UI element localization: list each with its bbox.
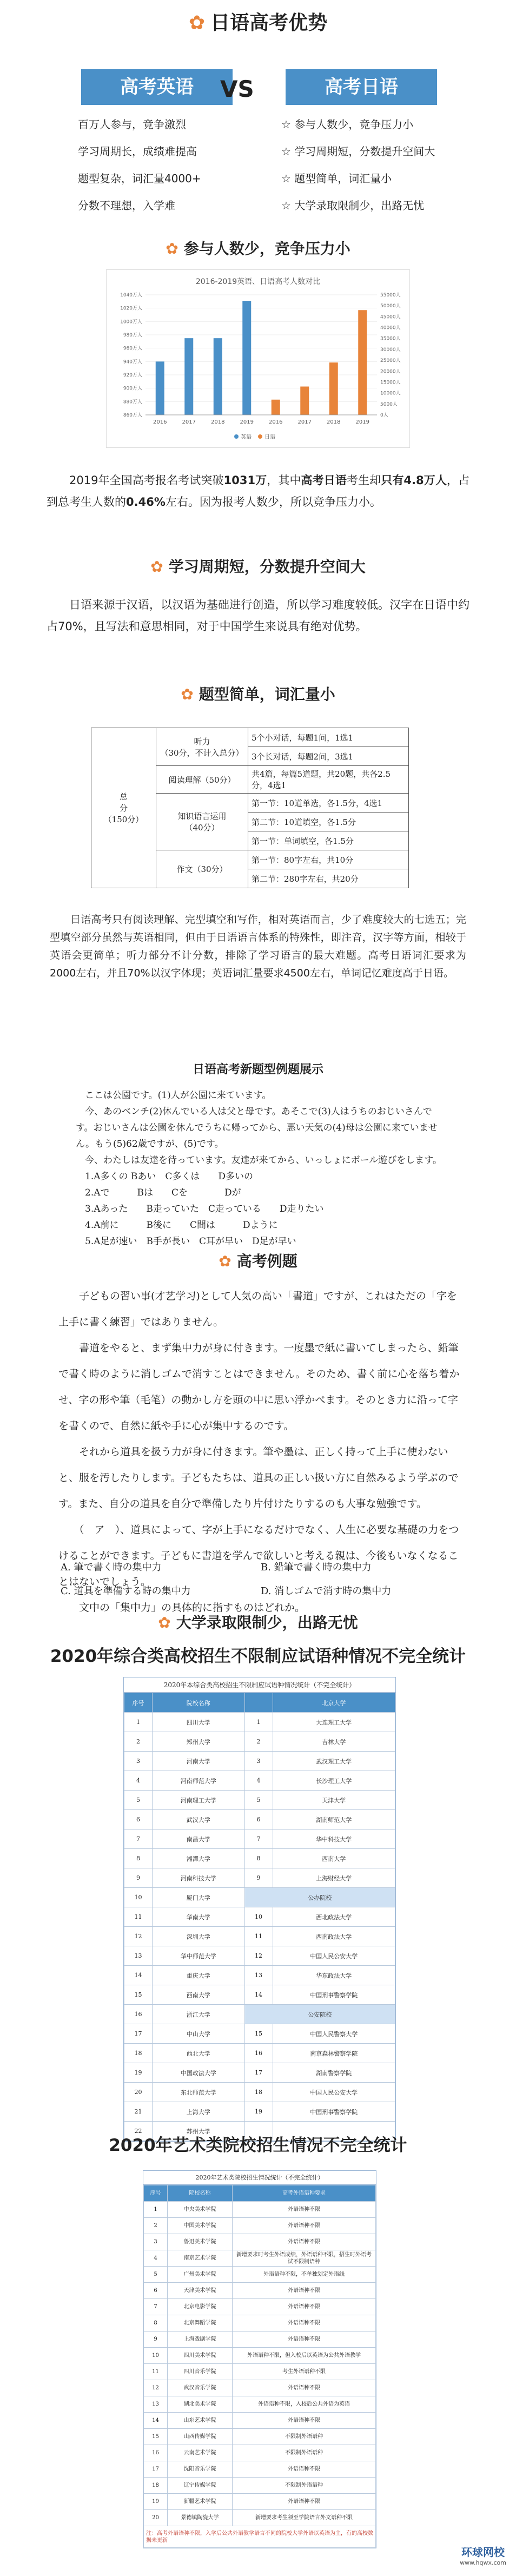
table-cell: 不限制外语语种 (233, 2445, 376, 2461)
flower-icon: ✿ (181, 685, 194, 703)
table-cell: 上海大学 (153, 2102, 245, 2122)
exam-example-title: 日语高考新题型例题展示 (192, 1063, 323, 1076)
flower-icon: ✿ (150, 558, 163, 576)
table-cell: 21 (124, 2102, 153, 2122)
table-cell: 苏州大学 (153, 2122, 245, 2141)
right-tick-label: 25000人 (380, 358, 401, 364)
table-cell: 外语语种不限 (233, 2283, 376, 2299)
table-row (124, 1752, 395, 1771)
x-tick-label: 2016 (153, 419, 167, 425)
table-cell: 外语语种不限 (233, 2494, 376, 2510)
site-watermark (460, 2544, 506, 2566)
japanese-reading-passage: 子どもの習い事(才艺学习)として人気の高い「書道」ですが、これはただの「字を上手に書く練習」ではありません。 書道をやると、まず集中力が身に付きます。一度墨で紙に書いてしまったら、鉛筆で書く時のように消しゴムで消すことはできません。そのため、書く前に心を落ち着かせ、字の形や筆（毛笔）の動かし方を頭の中に思い浮かべます。そのとき力に沿って字を書くので、自然に紙や手に心が集中するのです。 それから道具を扱う力が身に付きます。筆や墨は、正しく持って上手に使わないと、服を汚したりします。子どもたちは、道具の正しい扱い方に自然みるよう学ぶのです。また、自分の道具を自分で準備したり片付けたりするのも大事な勉強です。 （ ア ）、道具によって、字が上手になるだけでなく、人生に必要な基礎の力をつけることができます。子どもに書道を学んで欲しいと考える親は、今後もいなくなることはないでしょう。 文中の「集中力」の具体的に指すものはどれか。 (58, 1290, 460, 1614)
table-cell: 河南大学 (153, 1752, 245, 1771)
chart-title: 2016-2019英语、日语高考人数对比 (195, 278, 321, 286)
list-item: 百万人参与，竞争激烈 (78, 118, 186, 131)
table-cell: 东北师范大学 (153, 2083, 245, 2102)
comprehensive-universities-table (123, 1677, 396, 2142)
table-cell: 天津美术学院 (168, 2283, 233, 2299)
table-cell: 新疆艺术学院 (168, 2494, 233, 2510)
table-row (144, 2315, 376, 2331)
table-row (124, 1966, 395, 1985)
table-row (144, 2234, 376, 2250)
right-tick-label: 20000人 (380, 369, 401, 375)
table-row (124, 1946, 395, 1966)
bar-english (184, 338, 193, 415)
table-cell: 16 (124, 2005, 153, 2024)
table-row (124, 1849, 395, 1868)
art-institutions-heading: 2020年艺术类院校招生情况不完全统计 (109, 2136, 407, 2155)
table-cell: 郑州大学 (153, 1732, 245, 1752)
table-row (144, 2299, 376, 2315)
legend-japanese-label: 日语 (264, 434, 275, 440)
table-cell: 天津大学 (273, 1791, 395, 1810)
table-cell: 厦门大学 (153, 1888, 245, 1907)
table-cell: 华东政法大学 (273, 1966, 395, 1985)
x-tick-label: 2018 (327, 419, 341, 425)
right-tick-label: 50000人 (380, 303, 401, 309)
table-cell: 2 (144, 2218, 168, 2234)
table-cell: 13 (124, 1946, 153, 1966)
table-cell: 华中科技大学 (273, 1829, 395, 1849)
table-cell: 沈阳音乐学院 (168, 2461, 233, 2478)
table-cell: 吉林大学 (273, 1732, 395, 1752)
table-row (144, 2250, 376, 2267)
table-cell: 4 (124, 1771, 153, 1791)
table-cell: 10 (144, 2348, 168, 2364)
left-tick-label: 860万人 (123, 413, 142, 418)
paragraph-study-period: 日语来源于汉语，以汉语为基础进行创造，所以学习难度较低。汉字在日语中约占70%，且写法和意思相同，对于中国学生来说具有绝对优势。 (47, 598, 469, 633)
table-cell: 3 (244, 1752, 273, 1771)
table-row (124, 1771, 395, 1791)
table-cell: 外语语种不限 (233, 2331, 376, 2348)
section-title-question-types: ✿ 题型简单，词汇量小 (181, 685, 335, 703)
table-cell: 外语语种不限 (233, 2380, 376, 2396)
table-row (124, 1732, 395, 1752)
right-tick-label: 0人 (380, 413, 388, 418)
table-cell: 19 (144, 2494, 168, 2510)
japanese-advantage-list (281, 119, 435, 227)
table-cell: 上海戏剧学院 (168, 2331, 233, 2348)
bar-japanese (329, 362, 338, 415)
table-cell: 山东艺术学院 (168, 2413, 233, 2429)
table-cell: 20 (144, 2510, 168, 2526)
table-row (124, 1868, 395, 1888)
table-note: 注：高考外语语种不限，入学后公共外语教学语言不同的院校大学外语以英语为主，有的高校数据未更新 (144, 2526, 376, 2548)
table-cell: 西北大学 (153, 2044, 245, 2063)
table-row (124, 2044, 395, 2063)
flower-icon: ✿ (188, 12, 206, 34)
universities-table-body (124, 1693, 395, 2141)
table-row (144, 2267, 376, 2283)
participants-chart (106, 269, 410, 448)
table-cell: 不限制外语语种 (233, 2429, 376, 2445)
table-cell: 听力 （30分，不计入总分） (156, 728, 248, 766)
table-cell: 河南理工大学 (153, 1791, 245, 1810)
x-tick-label: 2018 (211, 419, 225, 425)
answer-option-b: B. 鉛筆で書く時の集中力 (261, 1562, 372, 1573)
table-cell: 6 (244, 1810, 273, 1829)
answer-option-d: D. 消しゴムで消す時の集中力 (261, 1586, 392, 1597)
table-cell: 8 (144, 2315, 168, 2331)
watermark-logo-text: 环球网校 (461, 2546, 505, 2559)
table-cell: 5个小对话，每题1问，1选1 (248, 728, 409, 747)
table-cell: 西南大学 (153, 1985, 245, 2005)
table-cell: 18 (144, 2478, 168, 2494)
table-cell: 湖北美术学院 (168, 2396, 233, 2413)
table-cell: 广州美术学院 (168, 2267, 233, 2283)
table-cell: 16 (244, 2044, 273, 2063)
table-cell: 四川美术学院 (168, 2348, 233, 2364)
table-cell: 22 (124, 2122, 153, 2141)
table-cell: 中国人民公安大学 (273, 1946, 395, 1966)
table-cell: 西南大学 (273, 1849, 395, 1868)
table-subheader: 公安院校 (244, 2005, 395, 2024)
col-header-requirement: 高考外语语种要求 (233, 2185, 376, 2202)
table-cell: 6 (144, 2283, 168, 2299)
table-row (124, 1888, 395, 1907)
table-cell: 深圳大学 (153, 1927, 245, 1946)
legend-english-label: 英语 (241, 434, 252, 440)
table-cell: 北京电影学院 (168, 2299, 233, 2315)
table-cell: 南昌大学 (153, 1829, 245, 1849)
table-cell: 中国刑事警察学院 (273, 1985, 395, 2005)
flower-icon: ✿ (219, 1252, 231, 1270)
table-cell: 第二节：280字左右，共20分 (248, 869, 409, 888)
col-header-no: 序号 (144, 2185, 168, 2202)
table-cell: 6 (124, 1810, 153, 1829)
table-cell: 2 (244, 1732, 273, 1752)
table-row (124, 1829, 395, 1849)
table-row (124, 2024, 395, 2044)
table-cell: 中国刑事警察学院 (273, 2102, 395, 2122)
table-cell: 云南艺术学院 (168, 2445, 233, 2461)
table-row (144, 2461, 376, 2478)
table-cell: 外语语种不限 (233, 2299, 376, 2315)
table-cell: 重庆大学 (153, 1966, 245, 1985)
right-tick-label: 55000人 (380, 293, 401, 298)
table-cell: 13 (244, 1966, 273, 1985)
right-tick-label: 40000人 (380, 325, 401, 331)
table-cell: 10 (244, 1907, 273, 1927)
table-cell: 15 (244, 2024, 273, 2044)
table-cell: 20 (124, 2083, 153, 2102)
table-cell: 知识语言运用 （40分） (156, 794, 248, 850)
x-tick-label: 2017 (182, 419, 196, 425)
flower-icon: ✿ (158, 1614, 171, 1632)
table-row (144, 2478, 376, 2494)
table-cell: 西北政法大学 (273, 1907, 395, 1927)
table-cell: 8 (244, 1849, 273, 1868)
table-cell: 2 (124, 1732, 153, 1752)
table-cell: 外语语种不限 (233, 2461, 376, 2478)
left-tick-label: 1040万人 (120, 293, 142, 298)
table-cell: 作文（30分） (156, 850, 248, 888)
table-cell: 南京森林警察学院 (273, 2044, 395, 2063)
table-cell: 中山大学 (153, 2024, 245, 2044)
table-cell: 武汉理工大学 (273, 1752, 395, 1771)
left-tick-label: 980万人 (123, 333, 142, 338)
col-header-name: 院校名称 (168, 2185, 233, 2202)
table-row (124, 1810, 395, 1829)
table-cell: 中国政法大学 (153, 2063, 245, 2083)
table-cell: 中央美术学院 (168, 2202, 233, 2218)
table-row (124, 2005, 395, 2024)
table-cell: 第一节：80字左右，共10分 (248, 850, 409, 869)
table-cell: 浙江大学 (153, 2005, 245, 2024)
table-cell: 南京艺术学院 (168, 2250, 233, 2267)
table-cell: 12 (124, 1927, 153, 1946)
x-tick-label: 2019 (240, 419, 254, 425)
table-cell: 武汉大学 (153, 1810, 245, 1829)
table-cell: 第一节：单词填空，各1.5分 (248, 831, 409, 850)
answer-option-a: A. 筆で書く時の集中力 (61, 1562, 162, 1573)
table-cell: 河南师范大学 (153, 1771, 245, 1791)
table-row (144, 2364, 376, 2380)
table-cell: 5 (144, 2267, 168, 2283)
right-tick-label: 45000人 (380, 314, 401, 320)
table-cell: 华中师范大学 (153, 1946, 245, 1966)
table-row (144, 2218, 376, 2234)
table-row (124, 1907, 395, 1927)
table-cell: 12 (244, 1946, 273, 1966)
table-cell: 四川音乐学院 (168, 2364, 233, 2380)
table-cell: 1 (244, 1713, 273, 1732)
table-cell: 4 (144, 2250, 168, 2267)
table-cell: 中国人民警察大学 (273, 2024, 395, 2044)
art-institutions-table (143, 2170, 376, 2548)
table-cell: 5 (124, 1791, 153, 1810)
english-disadvantage-list (78, 119, 201, 227)
table-cell: 3 (144, 2234, 168, 2250)
list-item: ☆ 题型简单，词汇量小 (281, 173, 435, 200)
table-row (144, 2429, 376, 2445)
table-cell: 北京舞蹈学院 (168, 2315, 233, 2331)
table-caption: 2020年本综合类高校招生不限制应试语种情况统计（不完全统计） (124, 1677, 395, 1693)
table-cell: 华南大学 (153, 1907, 245, 1927)
table-cell: 8 (124, 1849, 153, 1868)
table-cell: 四川大学 (153, 1713, 245, 1732)
table-row (124, 1985, 395, 2005)
right-tick-label: 30000人 (380, 347, 401, 353)
list-item: 学习周期长，成绩难提高 (78, 145, 197, 158)
table-cell: 共4篇，每篇5道题，共20题，共各2.5分，4选1 (248, 766, 409, 794)
table-cell: 11 (144, 2364, 168, 2380)
left-tick-label: 960万人 (123, 346, 142, 352)
table-cell: 12 (144, 2380, 168, 2396)
table-cell: 辽宁传媒学院 (168, 2478, 233, 2494)
art-table-body (143, 2185, 376, 2548)
paragraph-question-types: 日语高考只有阅读理解、完型填空和写作，相对英语而言，少了难度较大的七选五；完型填空部分虽然与英语相同，但由于日语语言体系的特殊性，即注音，汉字等方面，相较于英语会更简单；听力部分不计分数，排除了学习语言的最大难题。高考日语词汇要求为2000左右，并且70%以汉字体现；英语词汇量要求4500左右，单词记忆难度高于日语。 (50, 914, 466, 979)
table-cell: 1 (144, 2202, 168, 2218)
table-cell: 外语语种不限 (233, 2218, 376, 2234)
legend-japanese-swatch (258, 434, 262, 439)
list-item: 题型复杂，词汇量4000+ (78, 172, 201, 185)
table-row (144, 2494, 376, 2510)
table-cell: 7 (124, 1829, 153, 1849)
x-tick-label: 2016 (269, 419, 283, 425)
table-cell: 15 (124, 1985, 153, 2005)
answer-option-c: C. 道具を準備する時の集中力 (61, 1586, 191, 1597)
comprehensive-universities-heading: 2020年综合类高校招生不限制应试语种情况不完全统计 (50, 1647, 466, 1666)
table-cell: 上海财经大学 (273, 1868, 395, 1888)
left-tick-label: 1020万人 (120, 306, 142, 312)
table-cell: 4 (244, 1771, 273, 1791)
table-cell: 19 (244, 2102, 273, 2122)
legend-english-swatch (234, 434, 239, 439)
table-row (124, 2063, 395, 2083)
table-row (124, 2102, 395, 2122)
table-cell: 16 (144, 2445, 168, 2461)
bar-english (242, 301, 251, 415)
table-row (144, 2202, 376, 2218)
x-tick-label: 2019 (355, 419, 369, 425)
table-cell: 14 (244, 1985, 273, 2005)
col-header-no: 序号 (124, 1693, 153, 1713)
table-cell: 第一节：10道单选，各1.5分，4选1 (248, 794, 409, 813)
col-header-no (244, 1693, 273, 1713)
left-tick-label: 900万人 (123, 386, 142, 392)
left-tick-label: 940万人 (123, 359, 142, 365)
table-cell: 外语语种不限，入校后公共外语为英语 (233, 2396, 376, 2413)
table-cell: 7 (144, 2299, 168, 2315)
table-cell: 不限制外语语种 (233, 2478, 376, 2494)
table-cell: 9 (144, 2331, 168, 2348)
table-cell: 景德镇陶瓷大学 (168, 2510, 233, 2526)
table-cell: 13 (144, 2396, 168, 2413)
left-tick-label: 880万人 (123, 399, 142, 405)
table-cell: 外语语种不限 (233, 2202, 376, 2218)
col-header-name: 院校名称 (153, 1693, 245, 1713)
table-cell: 第二节：10道填空，各1.5分 (248, 813, 409, 831)
section-title-admission: ✿ 大学录取限制少，出路无忧 (158, 1614, 358, 1632)
table-cell: 湖南师范大学 (273, 1810, 395, 1829)
paragraph-participants: 2019年全国高考报名考试突破1031万，其中高考日语考生却只有4.8万人，占到总考生人数的0.46%左右。因为报考人数少，所以竞争压力小。 (47, 474, 470, 508)
table-row (124, 1713, 395, 1732)
table-row (144, 2283, 376, 2299)
flower-icon: ✿ (166, 240, 178, 257)
table-cell: 鲁迅美术学院 (168, 2234, 233, 2250)
x-tick-label: 2017 (297, 419, 312, 425)
exam-example-text: ここは公園です。(1)人が公園に来ています。 今、あのベンチ(2)休んでいる人は父と母です。あそこで(3)人はうちのおじいさんです。おじいさんは公園を休んでうちに帰ってから、悪い天気の(4)母は公園に来ていません。もう(5)62歳ですが、(5)です。 今、わたしは友達を待っています。友達が来てから、いっしょにボール遊びをします。 1.A多くの Bあい C多くは D多いの 2.Aで Bは Cを Dが 3.Aあった B走っていた C走っている D走りたい 4.A前に B後に C間は Dように 5.A足が速い B手が長い C耳が早い D足が早い (76, 1090, 442, 1247)
table-cell: 11 (124, 1907, 153, 1927)
table-cell: 中国人民公安大学 (273, 2083, 395, 2102)
table-cell: 新增要求时考生外语成绩，外语语种不限，招生时外语考试不限制语种 (233, 2250, 376, 2267)
table-row (144, 2396, 376, 2413)
table-cell: 1 (124, 1713, 153, 1732)
table-row (124, 2083, 395, 2102)
table-cell: 中国美术学院 (168, 2218, 233, 2234)
section-title-study-period: ✿ 学习周期短，分数提升空间大 (150, 558, 366, 576)
section-title-exam-example: ✿ 高考例题 (219, 1252, 297, 1270)
table-row (144, 2413, 376, 2429)
table-cell: 山西传媒学院 (168, 2429, 233, 2445)
japanese-label: 高考日语 (286, 69, 437, 105)
table-cell: 17 (144, 2461, 168, 2478)
table-cell: 长沙理工大学 (273, 1771, 395, 1791)
table-cell: 15 (144, 2429, 168, 2445)
vs-label: VS (220, 76, 254, 102)
table-cell: 外语语种不限 (233, 2234, 376, 2250)
table-cell: 19 (124, 2063, 153, 2083)
table-cell: 7 (244, 1829, 273, 1849)
table-cell: 外语语种不限 (233, 2315, 376, 2331)
table-cell: 外语语种不限，不单独划定外语线 (233, 2267, 376, 2283)
table-cell: 10 (124, 1888, 153, 1907)
table-row (144, 2510, 376, 2526)
table-cell: 考生外语语种不限 (233, 2364, 376, 2380)
table-cell: 17 (124, 2024, 153, 2044)
table-cell: 河南科技大学 (153, 1868, 245, 1888)
list-item: ☆ 参与人数少，竞争压力小 (281, 119, 435, 146)
table-cell: 18 (244, 2083, 273, 2102)
right-tick-label: 15000人 (380, 380, 401, 386)
table-cell: 5 (244, 1791, 273, 1810)
table-row (124, 1791, 395, 1810)
table-cell: 大连理工大学 (273, 1713, 395, 1732)
table-cell: 湖南警察学院 (273, 2063, 395, 2083)
table-cell: 外语语种不限 (233, 2413, 376, 2429)
list-item: ☆ 学习周期短，分数提升空间大 (281, 146, 435, 173)
table-cell: 9 (244, 1868, 273, 1888)
left-tick-label: 920万人 (123, 373, 142, 378)
right-tick-label: 5000人 (380, 401, 398, 407)
table-cell: 武汉音乐学院 (168, 2380, 233, 2396)
table-row (144, 2348, 376, 2364)
answer-options (61, 1556, 461, 1603)
bar-japanese (272, 400, 280, 415)
list-item: 分数不理想，入学难 (78, 199, 175, 212)
bar-english (214, 338, 222, 415)
watermark-url: www.hqwx.com (460, 2559, 506, 2566)
table-cell: 9 (124, 1868, 153, 1888)
table-row (124, 1927, 395, 1946)
right-tick-label: 10000人 (380, 391, 401, 397)
score-structure-table (91, 728, 409, 888)
col-header-name-right: 北京大学 (273, 1693, 395, 1713)
section-title-participants: ✿ 参与人数少，竞争压力小 (166, 240, 350, 257)
table-cell: 14 (124, 1966, 153, 1985)
table-cell: 3个长对话，每题2问，3选1 (248, 747, 409, 766)
table-cell: 湘潭大学 (153, 1849, 245, 1868)
page-title: ✿ 日语高考优势 (188, 12, 328, 34)
chart-svg (107, 270, 409, 447)
table-row (144, 2380, 376, 2396)
total-score-cell: 总 分 （150分） (91, 728, 156, 888)
bar-japanese (358, 310, 367, 415)
table-cell: 外语语种不限，但入校后以英语为公共外语教学 (233, 2348, 376, 2364)
table-cell: 阅读理解（50分） (156, 766, 248, 794)
bar-english (156, 361, 164, 415)
table-cell: 新增要求考生须至学院语言外文语种不限 (233, 2510, 376, 2526)
table-row (144, 2445, 376, 2461)
table-cell: 18 (124, 2044, 153, 2063)
table-caption: 2020年艺术类院校招生情况统计（不完全统计） (143, 2171, 376, 2185)
table-cell: 11 (244, 1927, 273, 1946)
table-subheader: 公办院校 (244, 1888, 395, 1907)
table-row (144, 2331, 376, 2348)
bar-japanese (300, 387, 309, 415)
table-cell: 14 (144, 2413, 168, 2429)
table-cell: 西南政法大学 (273, 1927, 395, 1946)
table-cell: 3 (124, 1752, 153, 1771)
english-label: 高考英语 (81, 69, 233, 105)
list-item: ☆ 大学录取限制少，出路无忧 (281, 200, 435, 227)
table-cell: 17 (244, 2063, 273, 2083)
left-tick-label: 1000万人 (120, 319, 142, 325)
right-tick-label: 35000人 (380, 336, 401, 342)
